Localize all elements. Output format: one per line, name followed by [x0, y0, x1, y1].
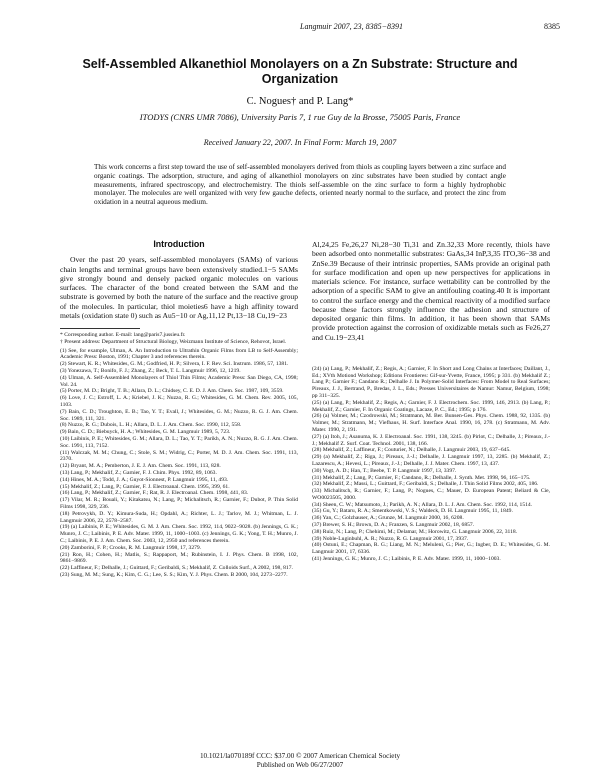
reference-item: (9) Bain, C. D.; Biebuyck, H. A.; Whitesides, G. M. Langmuir 1989, 5, 723. [60, 429, 231, 436]
reference-item: (25) (a) Lang, P.; Mekhalif, Z.; Regis, A.; Garnier, F. J. Electrochem. Soc. 1999, 146, 2913. (b) Lang, P.; Mekhalif, Z.; Garnier, F. In Organic Coatings, Lacaze, P. C., Ed.; 1995; p 176. [312, 399, 550, 413]
reference-item: (17) Vilar, M. R.; Bouali, Y.; Kitakatsu, N.; Lang, P.; Michalitsch, R.; Garnier, F.; Dubot, P. Thin Solid Films 1998, 329, 236. [60, 497, 298, 510]
right-column [312, 240, 550, 563]
reference-item: (36) Yan, C.; Golzhauser, A.; Grunze, M. Langmuir 2000, 16, 6208. [312, 515, 464, 522]
reference-item: (3) Yonezawa, T.; Bonifo, F. J.; Zhang, Z.; Beck, T. L. Langmuir 1996, 12, 1219. [60, 367, 241, 374]
reference-item: (40) Ostuni, E.; Chapman, R. G.; Liang, M. N.; Meluleni, G.; Pier, G.; Ingber, D. E.; Whitesides, G. M. Langmuir 2001, 17, 6336. [312, 542, 550, 556]
section-heading-introduction: Introduction [153, 239, 205, 249]
paper-title: Self-Assembled Alkanethiol Monolayers on a Zn Substrate: Structure and Organization [82, 57, 518, 86]
intro-paragraph-1: Over the past 20 years, self-assembled monolayers (SAMs) of various chain lengths and terminal groups have been extensively studied.1−5 SAMs give strongly bound and densely packed organic molecules on various surfaces. The character of the bond created between the SAM and the substrate is governed by both the nature of the surface and the reactive group of the molecules. In particular, thiol moieties6 have a high affinity toward metals (oxidation state 0) such as Au5−10 or Ag,11,12 Pt,13−18 Cu,19−23 [60, 255, 298, 320]
intro-paragraph-2: Al,24,25 Fe,26,27 Ni,28−30 Ti,31 and Zn.32,33 More recently, thiols have been adsorbed onto nonmetallic substrates: GaAs,34 InP,3,35 ITO,36−38 and ZnSe.39 Because of their intrinsic properties, SAMs provide an original path for surface modification and open up new perspectives for applications in materials science. For instance, surface wettability can be controlled by the adsorption of a specific SAM to give an antifouling coating.40 It is important to control the surface energy and the chemical reactivity of a modified surface because these factors strongly influence the adhesion and structure of deposited organic thin films. In addition, it has been shown that SAMs provide protection against the corrosion of oxidizable metals such as Fe26,27 and Cu.19−23,41 [312, 240, 550, 342]
journal-citation: Langmuir 2007, 23, 8385−8391 [300, 22, 403, 31]
reference-item: (14) Hines, M. A.; Todd, J. A.; Guyot-Sionnest, P. Langmuir 1995, 11, 493. [60, 476, 229, 483]
reference-item: (38) Ruiz, N.; Lang, P.; Chehimi, M.; Delamar, M.; Horowitz, G. Langmuir 2006, 22, 3118. [312, 528, 518, 535]
footnotes [60, 332, 298, 346]
reference-item: (7) Bain, C. D.; Troughton, E. B.; Tao, Y. T.; Evall, J.; Whitesides, G. M.; Nuzzo, R. G. J. Am. Chem. Soc. 1989, 111, 321. [60, 408, 298, 422]
reference-item: (39) Noble-Luginbuhl, A. R.; Nuzzo, R. G. Langmuir 2001, 17, 3937. [312, 535, 469, 542]
reference-item: (11) Walczak, M. M.; Chung, C.; Stole, S. M.; Widrig, C.; Porter, M. D. J. Am. Chem. Soc. 1991, 113, 2370. [60, 449, 298, 463]
reference-item: (32) Mekhalif, Z.; Massi, L.; Guittard, F.; Geribaldi, S.; Delhalle, J. Thin Solid Films 2002, 405, 186. [312, 481, 539, 488]
reference-item: (27) (a) Itoh, J.; Asanuma, K. J. Electroanal. Soc. 1991, 138, 3245. (b) Pirlot, C.; Delhalle, J.; Pireaux, J.-J.; Mekhalif Z. Surf. Coat. Technol. 2001, 138, 166. [312, 433, 550, 447]
reference-item: (35) Gu, Y.; Bataru, R. A.; Smentkowski, V. S.; Waldeck, D. H. Langmuir 1995, 11, 1849. [312, 508, 513, 515]
reference-item: (16) Lang, P.; Mekhalif, Z.; Garnier, F.; Rat, R. J. Electroanal. Chem. 1998, 441, 83. [60, 490, 249, 497]
reference-item: (6) Love, J. C.; Estroff, L. A.; Kriebel, J. K.; Nuzzo, R. G.; Whitesides, G. M. Chem. Rev. 2005, 105, 1103. [60, 395, 298, 408]
page-footer [60, 752, 540, 769]
reference-item: (15) Mekhalif, Z.; Lang, P.; Garnier, F. J. Electroanal. Chem. 1995, 399, 61. [60, 483, 230, 490]
reference-item: (23) Sung, M. M.; Sung, K.; Kim, C. G.; Lee, S. S.; Kim, Y. J. Phys. Chem. B 2000, 104, 2273−2277. [60, 571, 288, 578]
affiliation: ITODYS (CNRS UMR 7086), University Paris 7, 1 rue Guy de la Brosse, 75005 Paris, France [139, 112, 461, 122]
reference-item: (34) Sheen, C. W.; Matsumoto, J.; Parikh, A. N.; Allara, D. L. J. Am. Chem. Soc. 1992, 114, 1514. [312, 501, 533, 508]
footnote-present-address: † Present address: Department of Structural Biology, Weizmann Institute of Science, Rehovot, Israel. [60, 338, 287, 345]
published-line: Published on Web 06/27/2007 [256, 760, 344, 769]
reference-item: (28) Mekhalif, Z.; Laffineur, F.; Couturier, N.; Delhalle, J. Langmuir 2003, 19, 637−645. [312, 447, 511, 454]
footnote-divider [60, 328, 140, 329]
page-number: 8385 [544, 22, 560, 31]
reference-item: (5) Porter, M. D.; Bright, T. B.; Allara, D. L.; Chidsey, C. E. D. J. Am. Chem. Soc. 1987, 109, 3559. [60, 388, 284, 395]
reference-item: (18) Petrovykh, D. Y.; Kimura-Suda, H.; Opdahl, A.; Richter, L. J.; Tarlov, M. J.; Whitman, L. J. Langmuir 2006, 22, 2578−2587. [60, 510, 298, 524]
reference-item: (8) Nuzzo, R. G.; Dubois, L. H.; Allara, D. L. J. Am. Chem. Soc. 1990, 112, 558. [60, 422, 242, 429]
reference-item: (19) (a) Laibinis, P. E.; Whitesides, G. M. J. Am. Chem. Soc. 1992, 114, 9022−9028. (b) Jennings, G. K.; Munro, J. C.; Laibinis, P. E. Adv. Mater. 1999, 11, 1000−1003. (c) Jennings, G. K.; Yong, T. H.; Munro, J. C.; Laibinis, P. E. J. Am. Chem. Soc. 2003, 12, 2950 and references therein. [60, 524, 298, 544]
reference-item: (22) Laffineur, F.; Delhalle, J.; Guittard, F.; Geribaldi, S.; Mekhalif, Z. Colloids Surf., A 2002, 198, 817. [60, 565, 293, 572]
abstract: This work concerns a first step toward the use of self-assembled monolayers derived from thiols as coupling layers between a zinc surface and organic coatings. The adsorption, structure, and aging of alkanethiol monolayers on zinc substrates have been studied by contact angle measurements, infrared spectroscopy, and electrochemistry. The thiols self-assemble on the zinc surface to form a highly hydrophobic monolayer. The molecules are well organized with very few gauche defects, oriented nearly normal to the surface, and protect the zinc from oxidation in a neutral aqueous medium. [94, 163, 506, 207]
reference-item: (26) (a) Volmer, M.; Czodrowski, M.; Stratmann, M. Ber. Bunsen-Ges. Phys. Chem. 1988, 92, 1335. (b) Volmer, M.; Stratmann, M.; Viefhaus, H. Surf. Interface Anal. 1990, 16, 278. (c) Stratmann, M. Adv. Mater. 1990, 2, 191. [312, 413, 550, 433]
footnote-corresponding: * Corresponding author. E-mail: lang@paris7.jussieu.fr. [60, 332, 186, 338]
reference-item: (2) Stewart, K. R.; Whitesides, G. M.; Godfried, H. P.; Silvera, I. F. Rev. Sci. Instrum. 1986, 57, 1381. [60, 361, 289, 368]
reference-item: (10) Laibinis, P. E.; Whitesides, G. M.; Allara, D. L.; Tao, Y. T.; Parikh, A. N.; Nuzzo, R. G. J. Am. Chem. Soc. 1991, 113, 7152. [60, 435, 298, 449]
authors: C. Nogues† and P. Lang* [246, 96, 354, 107]
reference-item: (31) Mekhalif, Z.; Lang, P.; Garnier, F.; Candano, R.; Delhalle, J. Synth. Met. 1998, 96, 165−175. [312, 474, 531, 481]
left-column [60, 240, 298, 579]
reference-item: (29) (a) Mekhalif, Z.; Riga, J.; Pireaux, J.-J.; Delhalle, J. Langmuir 1997, 13, 2285. (b) Mekhalif, Z.; Lazarescu, A.; Hevesi, L.; Pireaux, J.-J.; Delhalle, J. J. Mater. Chem. 1997, 13, 437. [312, 454, 550, 467]
reference-item: (30) Vogt, A. D.; Han, T.; Beebe, T. P. Langmuir 1997, 13, 3397. [312, 467, 457, 474]
references-right [312, 366, 550, 563]
reference-item: (13) Lang, P.; Mekhalif, Z.; Garnier, F. J. Chim. Phys. 1992, 89, 1063. [60, 469, 217, 476]
doi-line: 10.1021/la070189f CCC: $37.00 © 2007 American Chemical Society [199, 752, 401, 760]
reference-item: (21) Ron, H.; Cohen, H.; Matlis, S.; Rappaport, M.; Rubinstein, I. J. Phys. Chem. B 1998, 102, 9861−9869. [60, 551, 298, 565]
reference-item: (4) Ulman, A. Self-Assembled Monolayers of Thiol Thin Films; Academic Press: San Diego, CA, 1998; Vol. 24. [60, 374, 298, 388]
reference-item: (1) See, for example, Ulman, A. An Introduction to Ultrathin Organic Films from LB to Self-Assembly; Academic Press: Boston, 1991; Chapter 3 and references therein. [60, 347, 298, 361]
reference-item: (37) Brewer, S. H.; Brown, D. A.; Franzen, S. Langmuir 2002, 18, 6857. [312, 522, 475, 529]
reference-item: (12) Bryant, M. A.; Pemberton, J. E. J. Am. Chem. Soc. 1991, 113, 828. [60, 463, 221, 470]
references-left [60, 348, 298, 579]
reference-item: (33) Michalitsch, R.; Garnier, F.; Lang, P.; Nogues, C.; Mauer, D. European Patent; Beliard & Cie, WO0023505, 2000. [312, 488, 550, 501]
reference-item: (41) Jennings, G. K.; Munro, J. C.; Laibinis, P. E. Adv. Mater. 1999, 11, 1000−1003. [312, 556, 501, 563]
received-dates: Received January 22, 2007. In Final Form: March 19, 2007 [203, 138, 397, 147]
reference-item: (20) Zamborini, F. P.; Crooks, R. M. Langmuir 1998, 17, 3279. [60, 544, 202, 551]
reference-item: (24) (a) Lang, P.; Mekhalif, Z.; Regis, A.; Garnier, F. In Short and Long Chains at Interfaces; Daillant, J., Ed.; XVth Motiond Workshop; Editions Frontieres: Gif-sur-Yvette, France, 1995; p 331. (b) Mekhalif Z.; Lang P.; Garnier F.; Candano R.; Delhalle J. In Polymer-Solid Interfaces: From Model to Real Surfaces; Pireaux, J. J., Bertrand, P., Bredas, J. L., Eds.; Presses Universitaires de Namur: Namur, Belgium, 1998; pp 311−325. [312, 365, 550, 399]
